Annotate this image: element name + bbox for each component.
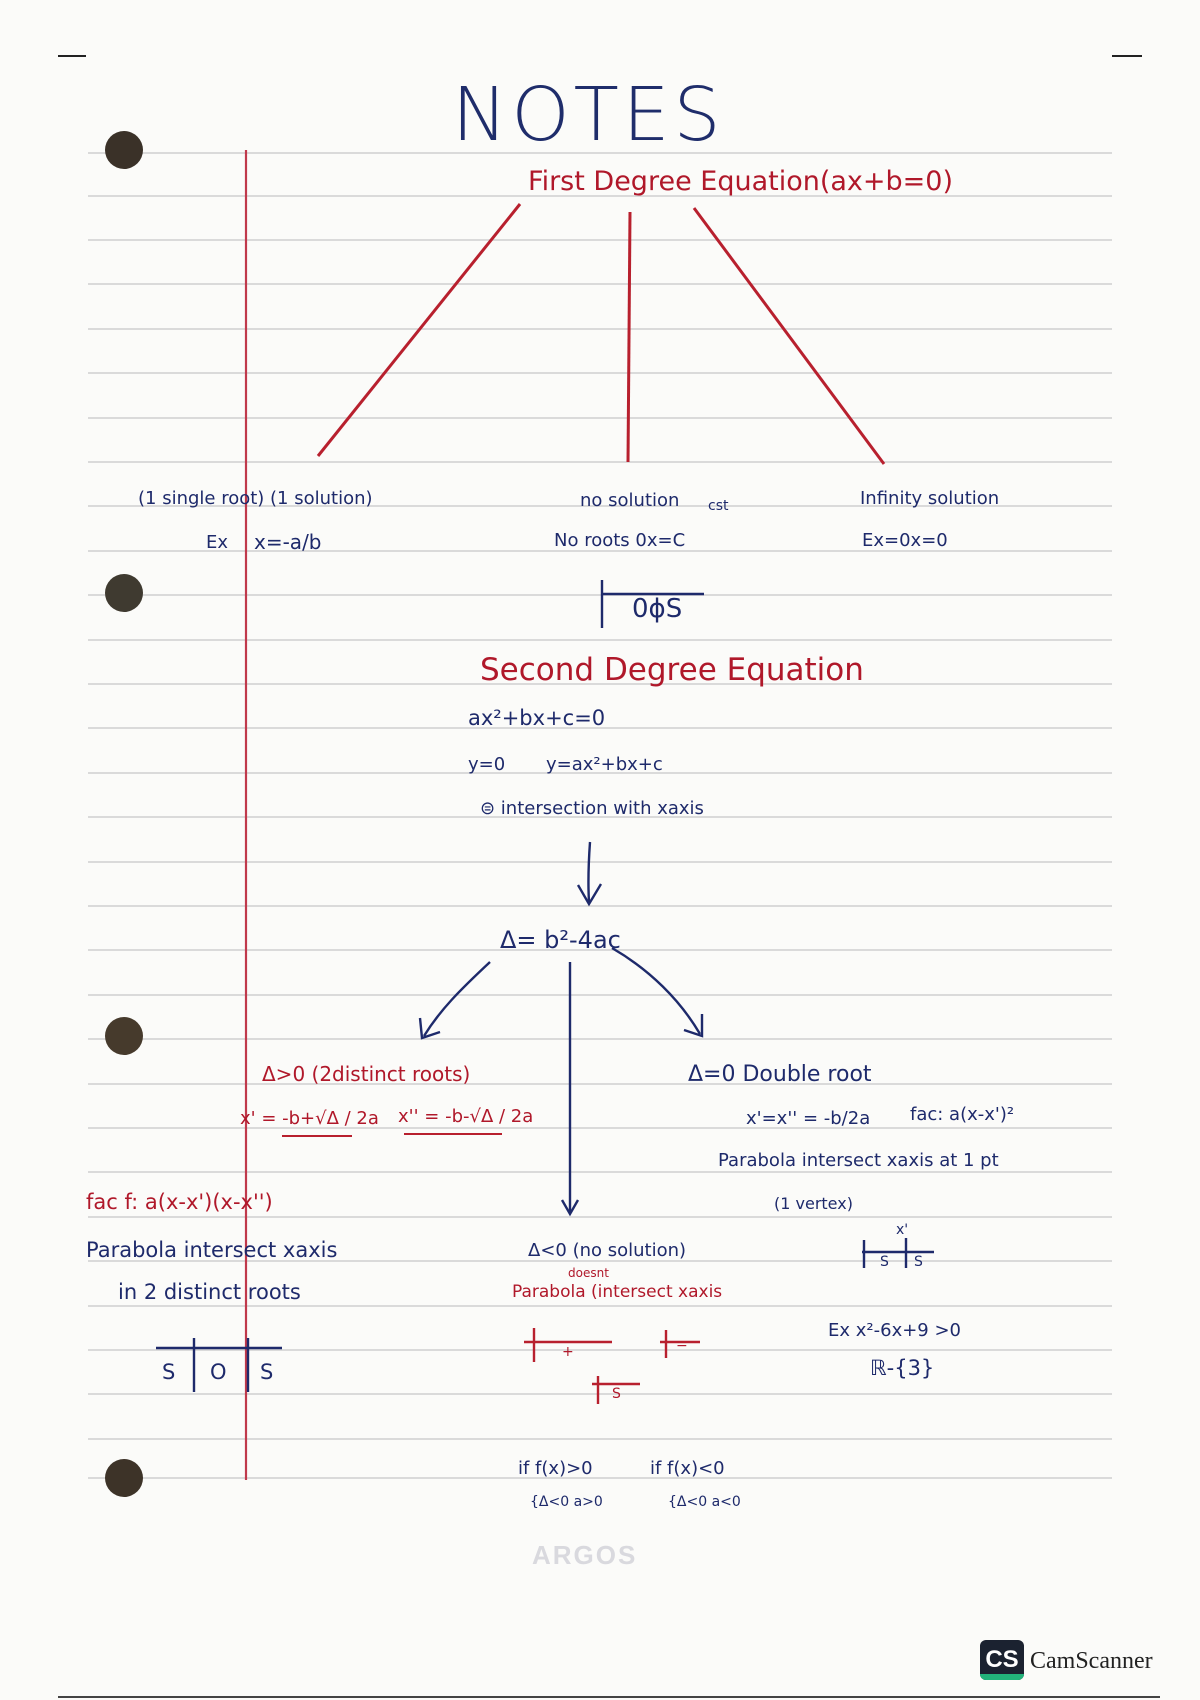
first-degree-heading: First Degree Equation(ax+b=0) xyxy=(528,166,953,197)
y-equation: y=ax²+bx+c xyxy=(546,754,663,775)
arrow-down xyxy=(578,842,601,904)
positive-note-2: in 2 distinct roots xyxy=(118,1280,301,1304)
zero-sign-1: S xyxy=(880,1254,889,1270)
y-zero: y=0 xyxy=(468,754,506,775)
second-degree-heading: Second Degree Equation xyxy=(480,652,864,688)
no-roots-label: No roots 0x=C xyxy=(554,530,686,551)
positive-note-1: Parabola intersect xaxis xyxy=(86,1238,338,1262)
no-solution-sign: 0ϕS xyxy=(632,594,683,624)
single-root-example-prefix: Ex xyxy=(206,532,229,553)
sign-line-zero xyxy=(862,1238,934,1268)
camscanner-logo-icon: CS xyxy=(980,1640,1024,1680)
delta-formula: Δ= b²-4ac xyxy=(500,926,621,954)
negative-sign-s: S xyxy=(612,1386,621,1402)
factorization-zero: fac: a(x-x')² xyxy=(910,1104,1015,1125)
system-negative: {Δ<0 a<0 xyxy=(668,1494,741,1510)
negative-sign-plus: + xyxy=(562,1344,574,1360)
argos-watermark: ARGOS xyxy=(532,1540,638,1570)
factorization-positive: fac f: a(x-x')(x-x'') xyxy=(86,1190,273,1214)
intersection-note: ⊜ intersection with xaxis xyxy=(480,798,704,819)
single-root-example: x=-a/b xyxy=(254,530,322,554)
delta-positive-label: Δ>0 (2distinct roots) xyxy=(262,1062,471,1086)
condition-negative: if f(x)<0 xyxy=(650,1458,725,1479)
delta-zero-label: Δ=0 Double root xyxy=(688,1062,872,1087)
infinity-solution-example: Ex=0x=0 xyxy=(862,530,948,551)
no-solution-label: no solution xyxy=(580,490,680,511)
zero-example: Ex x²-6x+9 >0 xyxy=(828,1320,962,1341)
zero-sign-x: x' xyxy=(896,1222,909,1238)
condition-positive: if f(x)>0 xyxy=(518,1458,593,1479)
sign-pos-2: O xyxy=(210,1360,227,1384)
first-degree-branches xyxy=(318,204,884,464)
negative-note: Parabola (intersect xaxis xyxy=(512,1282,723,1302)
negative-sign-minus: − xyxy=(676,1338,688,1354)
zero-note-2: (1 vertex) xyxy=(774,1194,853,1213)
page-title: NOTES xyxy=(452,72,725,158)
sign-pos-1: S xyxy=(162,1360,176,1384)
negative-note-small: doesnt xyxy=(568,1266,609,1280)
single-root-label: (1 single root) (1 solution) xyxy=(138,488,373,509)
zero-solution-set: ℝ-{3} xyxy=(870,1356,935,1380)
infinity-solution-label: Infinity solution xyxy=(860,488,1000,509)
root-one: x' = -b+√Δ / 2a xyxy=(240,1108,379,1129)
fraction-bars xyxy=(282,1134,502,1136)
sign-pos-3: S xyxy=(260,1360,274,1384)
delta-negative-label: Δ<0 (no solution) xyxy=(528,1240,687,1261)
camscanner-brand: CamScanner xyxy=(1030,1648,1153,1674)
double-root: x'=x'' = -b/2a xyxy=(746,1108,871,1129)
second-degree-equation: ax²+bx+c=0 xyxy=(468,706,606,730)
root-two: x'' = -b-√Δ / 2a xyxy=(398,1106,534,1127)
system-positive: {Δ<0 a>0 xyxy=(530,1494,603,1510)
cst-note: cst xyxy=(708,498,729,514)
zero-note-1: Parabola intersect xaxis at 1 pt xyxy=(718,1150,999,1171)
zero-sign-2: S xyxy=(914,1254,923,1270)
